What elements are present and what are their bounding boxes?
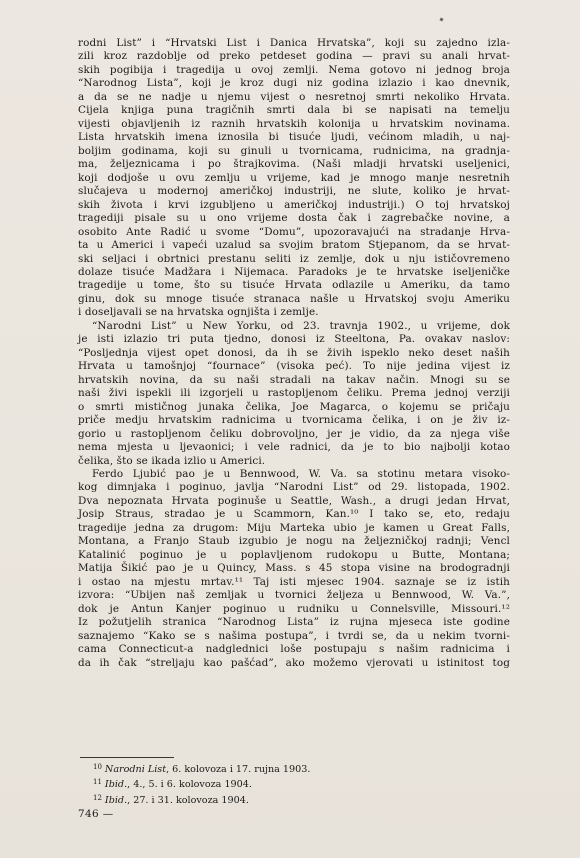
text-line: “Narodnog Lista”, koji je kroz dugi niz godina izlazio i kao dnevnik, <box>78 77 510 90</box>
text-line: gorio u rastopljenom čeliku dobrovoljno, jer je vidio, da za njega više <box>78 427 510 440</box>
text-line: Matija Šikić pao je u Quincy, Mass. s 45 stopa visine na brodogradnji <box>78 562 510 575</box>
footnote <box>93 776 433 791</box>
text-line: naši živi ispekli ili izgorjeli u rastopljenom čeliku. Prema jednoj verziji <box>78 387 510 400</box>
footnote-number: 12 <box>93 793 102 802</box>
text-line: ski seljaci i obrtnici prestanu seliti iz zemlje, dok u nju ističovremeno <box>78 252 510 265</box>
text-line: cama Connecticut-a nadglednici loše postupaju s našim radnicima i <box>78 643 510 656</box>
text-line: Iz požutjelih stranica “Narodnog Lista” iz rujna mjeseca iste godine <box>78 616 510 629</box>
text-line: hrvatskih novina, da su naši stradali na takav način. Mnogi su se <box>78 373 510 386</box>
text-line: ma, željeznicama i po štrajkovima. (Naši mladji hrvatski useljenici, <box>78 158 510 171</box>
text-line: a da se ne nadje u njemu vijest o nesretnoj smrti nekoliko Hrvata. <box>78 90 510 103</box>
text-line: i ostao na mjestu mrtav.¹¹ Taj isti mjesec 1904. saznaje se iz istih <box>78 575 510 588</box>
footnote-source: Ibid. <box>104 794 128 806</box>
text-line: koji dodjoše u ovu zemlju u vrijeme, kad je mnogo manje nesretnih <box>78 171 510 184</box>
text-line: “Posljednja vijest opet donosi, da ih se živih ispeklo neko deset naših <box>78 346 510 359</box>
footnote-details: , 6. kolovoza i 17. rujna 1903. <box>166 764 311 775</box>
text-line: osobito Ante Radić u svome “Domu”, upozoravajući na stradanje Hrva- <box>78 225 510 238</box>
page-number: 746 — <box>78 808 114 820</box>
text-line: nema mjesta u ljevaonici; i vele radnici, da je to bio najbolji kotao <box>78 441 510 454</box>
footnote-rule <box>80 757 174 758</box>
footnote-number: 11 <box>93 778 102 787</box>
footnote-details: , 4., 5. i 6. kolovoza 1904. <box>127 779 252 791</box>
text-line: izvora: “Ubijen naš zemljak u tvornici željeza u Bennwood, W. Va.”, <box>78 589 510 602</box>
text-line: Lista hrvatskih imena iznosila bi tisuće ljudi, većinom mladih, u naj- <box>78 131 510 144</box>
text-line: zili kroz razdoblje od preko petdeset godina — pravi su anali hrvat- <box>78 50 510 63</box>
text-line: “Narodni List” u New Yorku, od 23. travnja 1902., u vrijeme, dok <box>92 319 510 332</box>
text-line: o smrti mističnog junaka čelika, Joe Magarca, o kojemu se pričaju <box>78 400 510 413</box>
text-line: tragediji pisale su u ono vrijeme dosta čak i zagrebačke novine, a <box>78 212 510 225</box>
text-line: tragedije jedna za drugom: Miju Marteka ubio je kamen u Great Falls, <box>78 521 510 534</box>
text-line: slučajeva u modernoj američkoj industriji, ne slute, koliko je hrvat- <box>78 185 510 198</box>
footnote <box>93 792 433 807</box>
text-line: kog dimnjaka i poginuo, javlja “Narodni List” od 29. listopada, 1902. <box>78 481 510 494</box>
footnote <box>93 761 433 776</box>
text-line: rodni List” i “Hrvatski List i Danica Hrvatska”, koji su zajedno izla- <box>78 37 510 49</box>
text-line: skih života i krvi izgubljeno u američkoj industriji.) O toj hrvatskoj <box>78 198 510 211</box>
text-line: da ih čak “streljaju kao pašćad”, ako možemo vjerovati u istinitost tog <box>78 656 510 669</box>
text-line: Ferdo Ljubić pao je u Bennwood, W. Va. sa stotinu metara visoko- <box>92 468 510 480</box>
footnotes <box>93 761 433 807</box>
text-line: i doseljavali se na hrvatska ognjišta i zemlje. <box>78 306 319 319</box>
text-line: ginu, dok su mnoge tisuće stranaca našle u Hrvatskoj svoju Ameriku <box>78 292 510 305</box>
footnote-number: 10 <box>93 763 102 771</box>
footnote-source: Narodni List <box>104 764 167 775</box>
text-line: Dva nepoznata Hrvata poginuše u Seattle, Wash., a drugi jedan Hrvat, <box>78 494 510 507</box>
footnote-details: , 27. i 31. kolovoza 1904. <box>127 794 249 806</box>
text-line: čelika, što se ikada izlio u Americi. <box>78 454 266 467</box>
text-line: skih pogibija i tragedija u ovoj zemlji. Nema gotovo ni jednog broja <box>78 63 510 76</box>
text-line: dok je Antun Kanjer poginuo u rudniku u Connelsville, Missouri.¹² <box>78 602 510 615</box>
text-line: boljim godinama, koji su ginuli u tvornicama, rudnicima, na gradnja- <box>78 144 510 157</box>
text-line: Montana, a Franjo Staub izgubio je nogu na željezničkoj radnji; Vencl <box>78 535 510 548</box>
text-line: Cijela knjiga puna tragičnih smrti dala bi se napisati na temelju <box>78 104 510 117</box>
text-line: saznajemo “Kako se s našima postupa”, i tvrdi se, da u nekim tvorni- <box>78 629 510 642</box>
text-line: vijesti objavljenih iz raznih hrvatskih kolonija u hrvatskim novinama. <box>78 117 510 130</box>
footnote-source: Ibid. <box>104 779 128 791</box>
text-line: Josip Straus, stradao je u Scammorn, Kan.¹⁰ I tako se, eto, redaju <box>78 508 510 521</box>
text-line: dolaze tisuće Madžara i Nijemaca. Paradoks je te hrvatske iseljeničke <box>78 265 510 278</box>
text-line: ta u Americi i vapeći uzalud sa svojim bratom Stjepanom, da se hrvat- <box>78 239 510 252</box>
text-line: Katalinić poginuo je u poplavljenom rudokopu u Butte, Montana; <box>78 548 510 561</box>
body-text <box>78 37 510 670</box>
print-speck <box>439 17 443 21</box>
text-line: Hrvata u tamošnjoj “fournace” (visoka peć). To nije jedina vijest iz <box>78 360 510 373</box>
text-line: je isti izlazio tri puta tjedno, donosi iz Steeltona, Pa. ovakav naslov: <box>78 333 510 346</box>
text-line: tragedije u tome, što su tisuće Hrvata odlazile u Ameriku, da tamo <box>78 279 510 292</box>
text-line: priče medju hrvatskim radnicima u tvornicama čelika, i on je živ iz- <box>78 414 510 427</box>
